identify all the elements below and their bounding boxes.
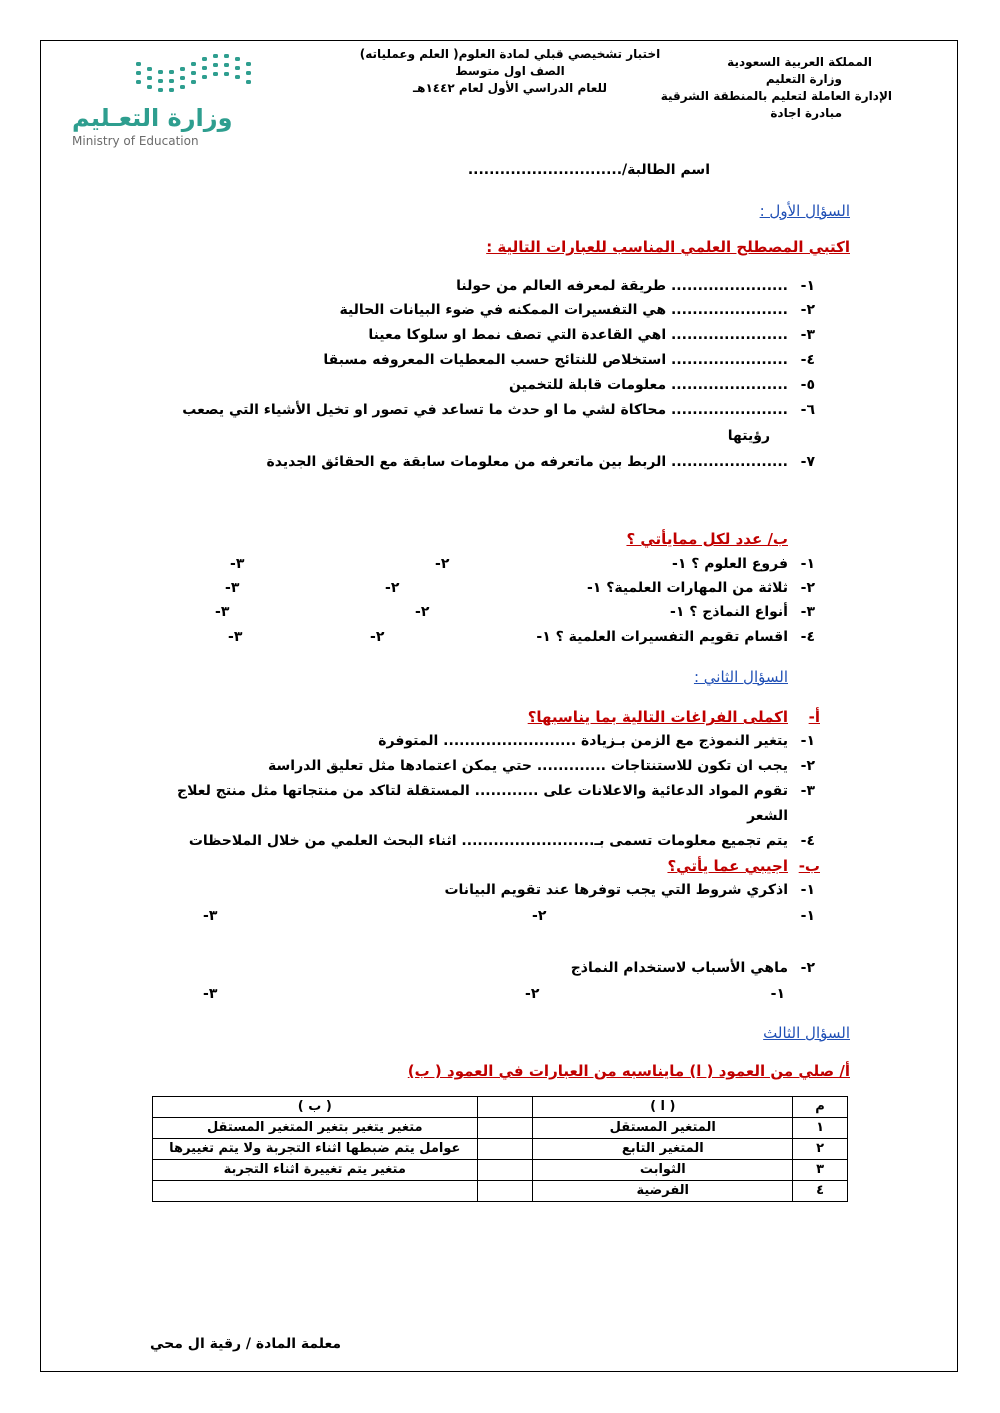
- q2-item-4-num: ٤-: [800, 833, 815, 849]
- q1-item-4-num: ٤-: [800, 352, 815, 368]
- logo-dot: [158, 70, 163, 74]
- count-2: ثلاثة من المهارات العلمية؟ ١-: [586, 580, 788, 596]
- logo-dot: [202, 66, 207, 70]
- q1-item-4: ...................... استخلاص للنتائج حسب المعطيات المعروفه مسبقا: [323, 352, 788, 368]
- header-index: م: [793, 1097, 848, 1118]
- q1-item-6: ...................... محاكاة لشي ما او حدث ما تساعد في تصور او تخيل الأشياء التي يصعب: [182, 402, 788, 418]
- logo-dot: [158, 79, 163, 83]
- row-answer-cell[interactable]: [477, 1139, 533, 1160]
- logo-dot: [136, 71, 141, 75]
- row-definition: متغير يتغير بتغير المتغير المستقل: [153, 1118, 478, 1139]
- q2-section-b-letter: ب-: [798, 857, 820, 875]
- q2-item-2-num: ٢-: [800, 758, 815, 774]
- logo-dot: [158, 88, 163, 92]
- logo-dot: [246, 62, 251, 66]
- row-index: ٢: [793, 1139, 848, 1160]
- header-line-2: وزارة التعليم: [765, 72, 842, 86]
- q2-b-1-m3: ٣-: [203, 908, 218, 924]
- row-index: ٣: [793, 1160, 848, 1181]
- logo-dot: [169, 88, 174, 92]
- count-1-m3: ٣-: [230, 556, 245, 572]
- logo-dot: [147, 67, 152, 71]
- q2-b-2-m1: ١-: [770, 986, 785, 1002]
- logo-dot: [213, 72, 218, 76]
- logo-arabic: وزارة التعـليم: [72, 104, 233, 132]
- table-row: [153, 1160, 848, 1181]
- q2-section-b-title: اجيبي عما يأتي؟: [667, 857, 788, 875]
- teacher-signature-line: معلمة المادة / رقية ال محي: [150, 1336, 342, 1352]
- logo-dot: [180, 76, 185, 80]
- q2-b-item-1: اذكري شروط التي يجب توفرها عند تقويم البيانات: [444, 882, 788, 898]
- count-1: فروع العلوم ؟ ١-: [672, 556, 788, 572]
- table-row: [153, 1181, 848, 1202]
- q2-section-a-title: اكملى الفراغات التالية بما يناسبها؟: [527, 708, 788, 726]
- row-definition: متغير يتم تغييرة اثناء التجربة: [153, 1160, 478, 1181]
- q1-title: السؤال الأول :: [759, 202, 850, 220]
- q1-section-a-title: اكتبي المصطلح العلمي المناسب للعبارات التالية :: [486, 238, 850, 256]
- header-col-a: ( ا ): [533, 1097, 793, 1118]
- q1-item-1: ...................... طريقة لمعرفه العالم من حولنا: [456, 278, 788, 294]
- q1-item-6-num: ٦-: [800, 402, 815, 418]
- q1-item-6-cont: رؤيتها: [727, 428, 770, 444]
- count-3: أنواع النماذج ؟ ١-: [670, 604, 788, 620]
- row-definition: عوامل يتم ضبطها اثناء التجربة ولا يتم تغييرها: [153, 1139, 478, 1160]
- q2-item-1-num: ١-: [800, 733, 815, 749]
- q2-item-3-num: ٣-: [800, 783, 815, 799]
- q2-item-3-cont: الشعر: [747, 808, 788, 824]
- logo-dot: [224, 63, 229, 67]
- row-term: المتغير المستقل: [533, 1118, 793, 1139]
- logo-dot: [169, 70, 174, 74]
- q2-item-2: يجب ان تكون للاستنتاجات ............. حتي يمكن اعتمادها مثل تعليق الدراسة: [268, 758, 788, 774]
- logo-dot: [224, 72, 229, 76]
- count-3-m2: ٢-: [415, 604, 430, 620]
- logo-dot: [202, 75, 207, 79]
- q3-section-a-title: أ/ صلي من العمود ( ا) مايناسبه من العبارات في العمود ( ب): [407, 1062, 850, 1080]
- q1-item-7-num: ٧-: [800, 454, 815, 470]
- q2-b-2-m2: ٢-: [525, 986, 540, 1002]
- count-1-m2: ٢-: [435, 556, 450, 572]
- logo-dot: [136, 80, 141, 84]
- header-col-b: ( ب ): [153, 1097, 478, 1118]
- header-line-3: الإدارة العاملة لتعليم بالمنطقة الشرقية: [660, 89, 892, 103]
- logo-dot: [202, 57, 207, 61]
- q1-item-5-num: ٥-: [800, 377, 815, 393]
- q2-b-2-m3: ٣-: [203, 986, 218, 1002]
- count-4: اقسام تقويم التفسيرات العلمية ؟ ١-: [536, 629, 788, 645]
- count-3-m3: ٣-: [215, 604, 230, 620]
- logo-dot: [191, 62, 196, 66]
- count-2-num: ٢-: [800, 580, 815, 596]
- count-2-m3: ٣-: [225, 580, 240, 596]
- q2-item-4: يتم تجميع معلومات تسمى بـ......................... اثناء البحث العلمي من خلال الملاحظات: [188, 833, 788, 849]
- row-term: الثوابت: [533, 1160, 793, 1181]
- q2-title: السؤال الثاني :: [693, 668, 788, 686]
- q1-item-2: ...................... هي التفسيرات الممكنه في ضوء البيانات الحالية: [339, 302, 788, 318]
- logo-dot: [191, 80, 196, 84]
- ministry-logo-icon: [132, 54, 260, 98]
- academic-year: للعام الدراسي الأول لعام ١٤٤٢هـ: [413, 81, 607, 95]
- q2-b-item-1-num: ١-: [800, 882, 815, 898]
- logo-english: Ministry of Education: [72, 134, 199, 148]
- table-row: [153, 1118, 848, 1139]
- count-2-m2: ٢-: [385, 580, 400, 596]
- q2-b-1-m1: ١-: [800, 908, 815, 924]
- exam-title: اختبار تشخيصي قبلي لمادة العلوم( العلم وعملياته): [359, 47, 661, 61]
- logo-dot: [180, 67, 185, 71]
- q1-item-7: ...................... الربط بين ماتعرفه من معلومات سابقة مع الحقائق الجديدة: [266, 454, 788, 470]
- header-line-4: مبادرة اجادة: [770, 106, 842, 120]
- row-answer-cell[interactable]: [477, 1160, 533, 1181]
- table-row: [153, 1139, 848, 1160]
- q1-item-5: ...................... معلومات قابلة للتخمين: [508, 377, 788, 393]
- q2-b-item-2: ماهي الأسباب لاستخدام النماذج: [570, 960, 788, 976]
- count-4-m2: ٢-: [370, 629, 385, 645]
- logo-dot: [235, 66, 240, 70]
- q2-item-3: تقوم المواد الدعائية والاعلانات على ............ المستقلة لتاكد من منتجاتها مثل منتج لعلاج: [176, 783, 788, 799]
- student-name-field[interactable]: اسم الطالبة/.............................: [467, 162, 710, 178]
- logo-dot: [235, 57, 240, 61]
- table-header-row: [153, 1097, 848, 1118]
- q2-section-a-letter: أ-: [808, 708, 820, 726]
- row-term: المتغير التابع: [533, 1139, 793, 1160]
- header-center: [340, 46, 680, 97]
- logo-dot: [147, 85, 152, 89]
- logo-dot: [191, 71, 196, 75]
- logo-dot: [169, 79, 174, 83]
- row-answer-cell[interactable]: [477, 1181, 533, 1202]
- logo-dot: [235, 75, 240, 79]
- count-3-num: ٣-: [800, 604, 815, 620]
- header-line-1: المملكة العربية السعودية: [727, 55, 872, 69]
- logo-dot: [147, 76, 152, 80]
- q2-b-item-2-num: ٢-: [800, 960, 815, 976]
- logo-dot: [136, 62, 141, 66]
- q1-item-1-num: ١-: [800, 278, 815, 294]
- header-answer: [477, 1097, 533, 1118]
- row-answer-cell[interactable]: [477, 1118, 533, 1139]
- row-definition: [153, 1181, 478, 1202]
- logo-dot: [213, 54, 218, 58]
- logo-dot: [246, 80, 251, 84]
- count-1-num: ١-: [800, 556, 815, 572]
- q1-item-2-num: ٢-: [800, 302, 815, 318]
- logo-dot: [180, 85, 185, 89]
- q2-item-1: يتغير النموذج مع الزمن بـزيادة ......................... المتوفرة: [378, 733, 788, 749]
- row-term: الفرضية: [533, 1181, 793, 1202]
- row-index: ٤: [793, 1181, 848, 1202]
- row-index: ١: [793, 1118, 848, 1139]
- q2-b-1-m2: ٢-: [532, 908, 547, 924]
- matching-table: [152, 1096, 848, 1202]
- q3-title: السؤال الثالث: [763, 1024, 850, 1042]
- logo-dot: [213, 63, 218, 67]
- q1-item-3-num: ٣-: [800, 327, 815, 343]
- q1-item-3: ...................... اهي القاعدة التي تصف نمط او سلوكا معينا: [368, 327, 788, 343]
- grade-level: الصف اول متوسط: [455, 64, 565, 78]
- logo-dot: [224, 54, 229, 58]
- logo-dot: [246, 71, 251, 75]
- count-4-num: ٤-: [800, 629, 815, 645]
- q1-section-b-title: ب/ عدد لكل ممايأتي ؟: [626, 530, 788, 548]
- count-4-m3: ٣-: [228, 629, 243, 645]
